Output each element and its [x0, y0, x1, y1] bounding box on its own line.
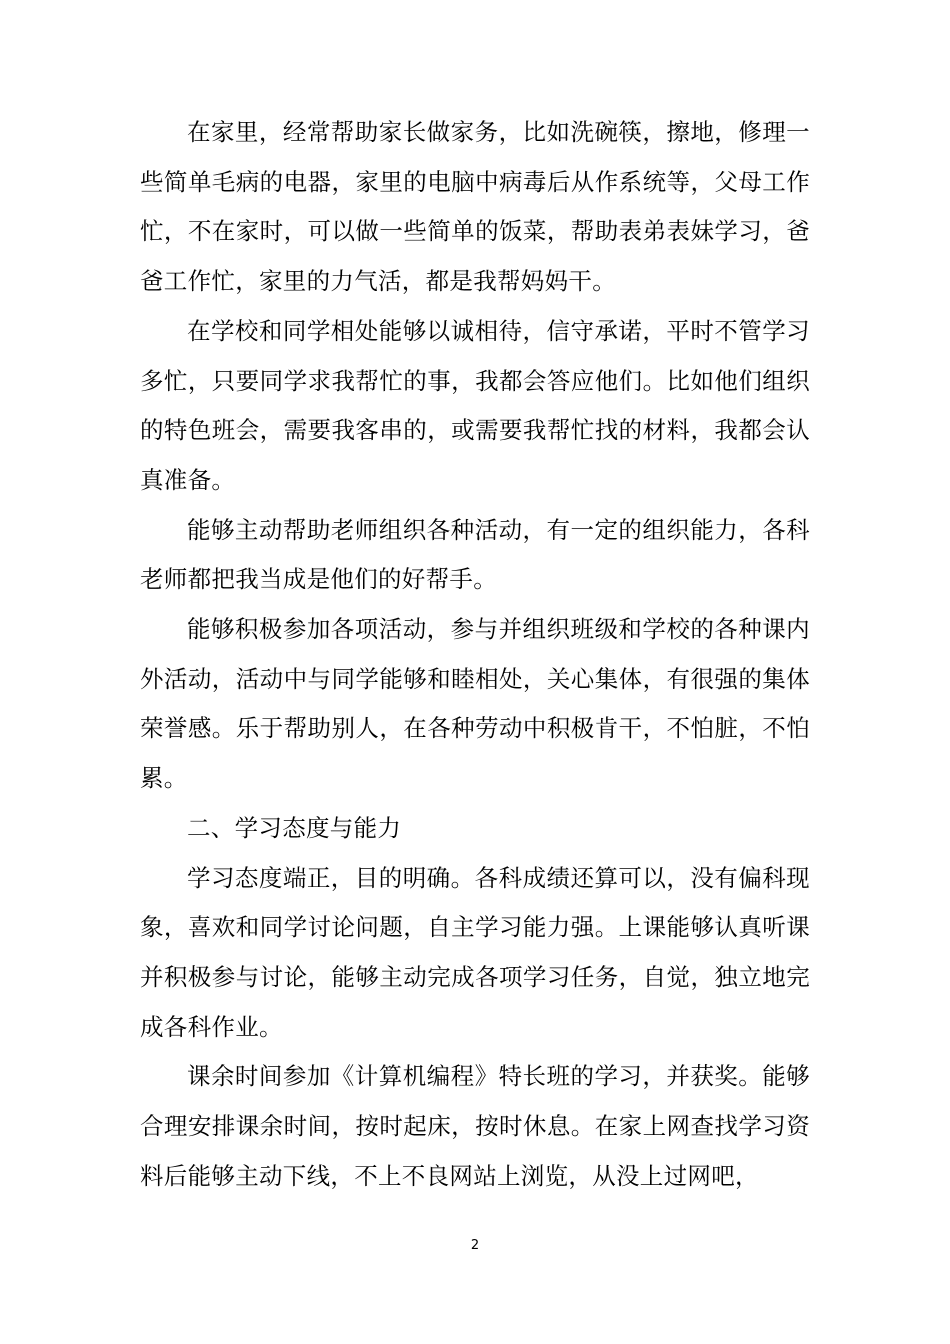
page-number: 2 — [470, 1238, 480, 1253]
paragraph-activities: 能够积极参加各项活动，参与并组织班级和学校的各种课内外活动，活动中与同学能够和睦相处，关心集体，有很强的集体荣誉感。乐于帮助别人，在各种劳动中积极肯干，不怕脏，不怕累。 — [140, 615, 810, 793]
section-heading-study-attitude: 二、学习态度与能力 — [187, 813, 402, 842]
document-body — [140, 108, 810, 1201]
paragraph-study-attitude: 学习态度端正，目的明确。各科成绩还算可以，没有偏科现象，喜欢和同学讨论问题，自主学习能力强。上课能够认真听课并积极参与讨论，能够主动完成各项学习任务，自觉，独立地完成各科作业。 — [140, 863, 810, 1041]
paragraph-classmates: 在学校和同学相处能够以诚相待，信守承诺，平时不管学习多忙，只要同学求我帮忙的事，我都会答应他们。比如他们组织的特色班会，需要我客串的，或需要我帮忙找的材料，我都会认真准备。 — [140, 316, 810, 494]
paragraph-housework: 在家里，经常帮助家长做家务，比如洗碗筷，擦地，修理一些简单毛病的电器，家里的电脑中病毒后从作系统等，父母工作忙，不在家时，可以做一些简单的饭菜，帮助表弟表妹学习，爸爸工作忙，家里的力气活，都是我帮妈妈干。 — [140, 118, 810, 296]
paragraph-spare-time: 课余时间参加《计算机编程》特长班的学习，并获奖。能够合理安排课余时间，按时起床，按时休息。在家上网查找学习资料后能够主动下线，不上不良网站上浏览，从没上过网吧， — [140, 1062, 810, 1190]
paragraph-teachers: 能够主动帮助老师组织各种活动，有一定的组织能力，各科老师都把我当成是他们的好帮手。 — [140, 515, 810, 594]
